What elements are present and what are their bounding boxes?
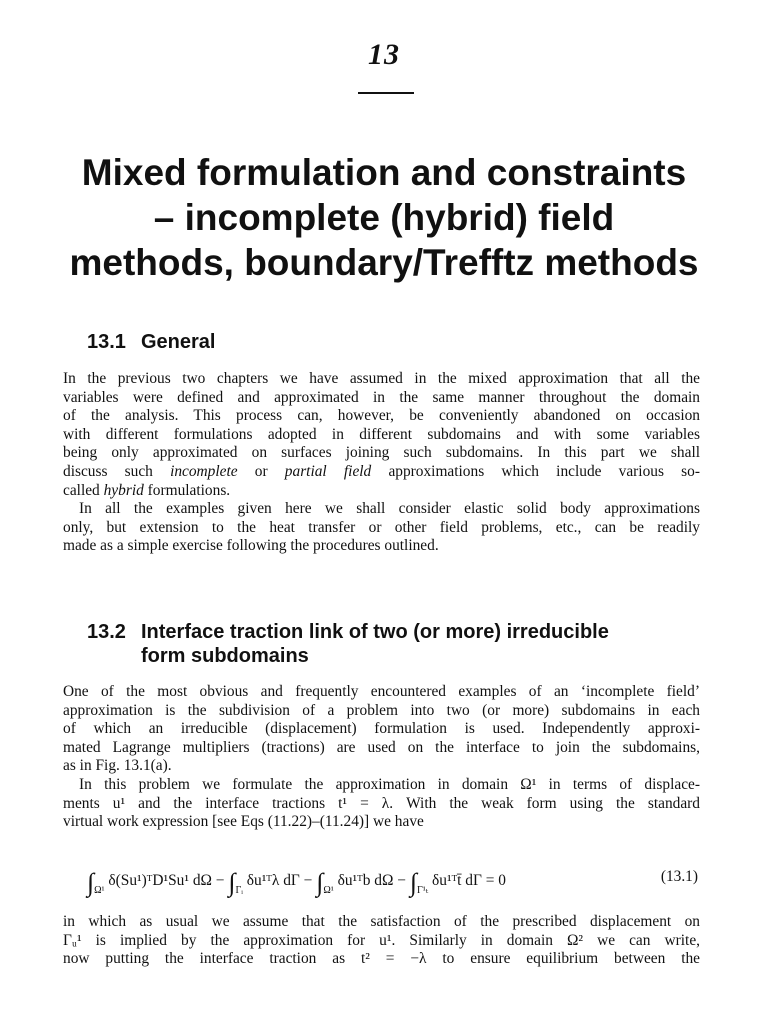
paragraph: [63, 683, 700, 832]
text-line: made as a simple exercise following the procedures outlined.: [63, 537, 439, 555]
text-line: Γᵤ¹ is implied by the approximation for u¹. Similarly in domain Ω² we can write,: [63, 931, 700, 949]
integral-domain: Ω¹: [94, 885, 105, 896]
text-run: called: [63, 481, 100, 499]
section-title: General: [141, 331, 216, 353]
italic-term: incomplete: [170, 462, 238, 480]
text-line: with different formulations adopted in different subdomains and with some variables: [63, 425, 700, 443]
section-title-line: Interface traction link of two (or more) irreducible: [141, 621, 609, 643]
text-line: being only approximated on surfaces joining such subdomains. In this part we shall: [63, 444, 700, 462]
equation-number: (13.1): [660, 868, 698, 885]
section-title-line: form subdomains: [141, 645, 309, 667]
italic-term: partial field: [284, 462, 372, 480]
text-line: approximation is the subdivision of a problem into two (or more) subdomains in each: [63, 701, 700, 719]
integral-domain: Ω¹: [323, 885, 334, 896]
chapter-title-line: Mixed formulation and constraints: [81, 152, 687, 193]
text-run: approximations which include various so-: [388, 462, 700, 480]
integral-domain: Γᵢ: [235, 885, 243, 896]
text-line: In all the examples given here we shall consider elastic solid body approximations: [79, 500, 700, 518]
text-line: virtual work expression [see Eqs (11.22)–(11.24)] we have: [63, 813, 424, 831]
integral-sign: ∫: [316, 868, 324, 897]
equation-body: [87, 868, 506, 898]
equation-13-1: [63, 858, 700, 902]
text-line: now putting the interface traction as t² = −λ to ensure equilibrium between the: [63, 950, 700, 968]
text-line: One of the most obvious and frequently encountered examples of an ‘incomplete field’: [63, 683, 700, 700]
equation-term: δu¹ᵀb dΩ −: [337, 872, 406, 889]
text-line: ments u¹ and the interface tractions t¹ = λ. With the weak form using the standard: [63, 794, 700, 812]
integral-sign: ∫: [409, 868, 417, 897]
text-line: In the previous two chapters we have assumed in the mixed approximation that all the: [63, 370, 700, 387]
paragraph: [63, 370, 700, 556]
chapter-title-line: methods, boundary/Trefftz methods: [69, 242, 699, 283]
paragraph: [63, 913, 700, 969]
italic-term: hybrid: [103, 481, 144, 499]
text-line: mated Lagrange multipliers (tractions) are used on the interface to join the subdomains,: [63, 738, 700, 756]
text-line: of the analysis. This process can, however, be conveniently abandoned on occasion: [63, 407, 700, 425]
section-heading-13-2: [87, 620, 609, 668]
equation-term: δu¹ᵀt̄ dΓ = 0: [432, 872, 506, 889]
chapter-number-rule: [358, 92, 414, 94]
text-run: or: [254, 462, 268, 480]
chapter-number: 13: [368, 38, 400, 71]
section-number: 13.2: [87, 621, 126, 643]
text-line: variables were defined and approximated in the same manner throughout the domain: [63, 388, 700, 406]
integral-domain: Γ¹ₜ: [416, 885, 429, 896]
integral-sign: ∫: [87, 868, 95, 897]
equation-term: δu¹ᵀλ dΓ −: [246, 872, 313, 889]
section-heading-13-1: [87, 330, 215, 354]
text-run: formulations.: [147, 481, 231, 499]
text-line: as in Fig. 13.1(a).: [63, 757, 172, 775]
section-number: 13.1: [87, 331, 126, 353]
text-line: of which an irreducible (displacement) formulation is used. Independently approxi-: [63, 720, 700, 738]
chapter-title: [40, 150, 728, 285]
text-line: in which as usual we assume that the satisfaction of the prescribed displacement on: [63, 913, 700, 930]
text-line: [63, 463, 700, 482]
text-line: only, but extension to the heat transfer or other field problems, etc., can be readily: [63, 518, 700, 536]
equation-term: δ(Su¹)ᵀD¹Su¹ dΩ −: [108, 872, 225, 889]
integral-sign: ∫: [228, 868, 236, 897]
text-line: In this problem we formulate the approximation in domain Ω¹ in terms of displace-: [79, 775, 700, 793]
text-run: discuss such: [63, 462, 153, 480]
chapter-title-line: – incomplete (hybrid) field: [153, 197, 615, 238]
text-line: [63, 482, 700, 501]
